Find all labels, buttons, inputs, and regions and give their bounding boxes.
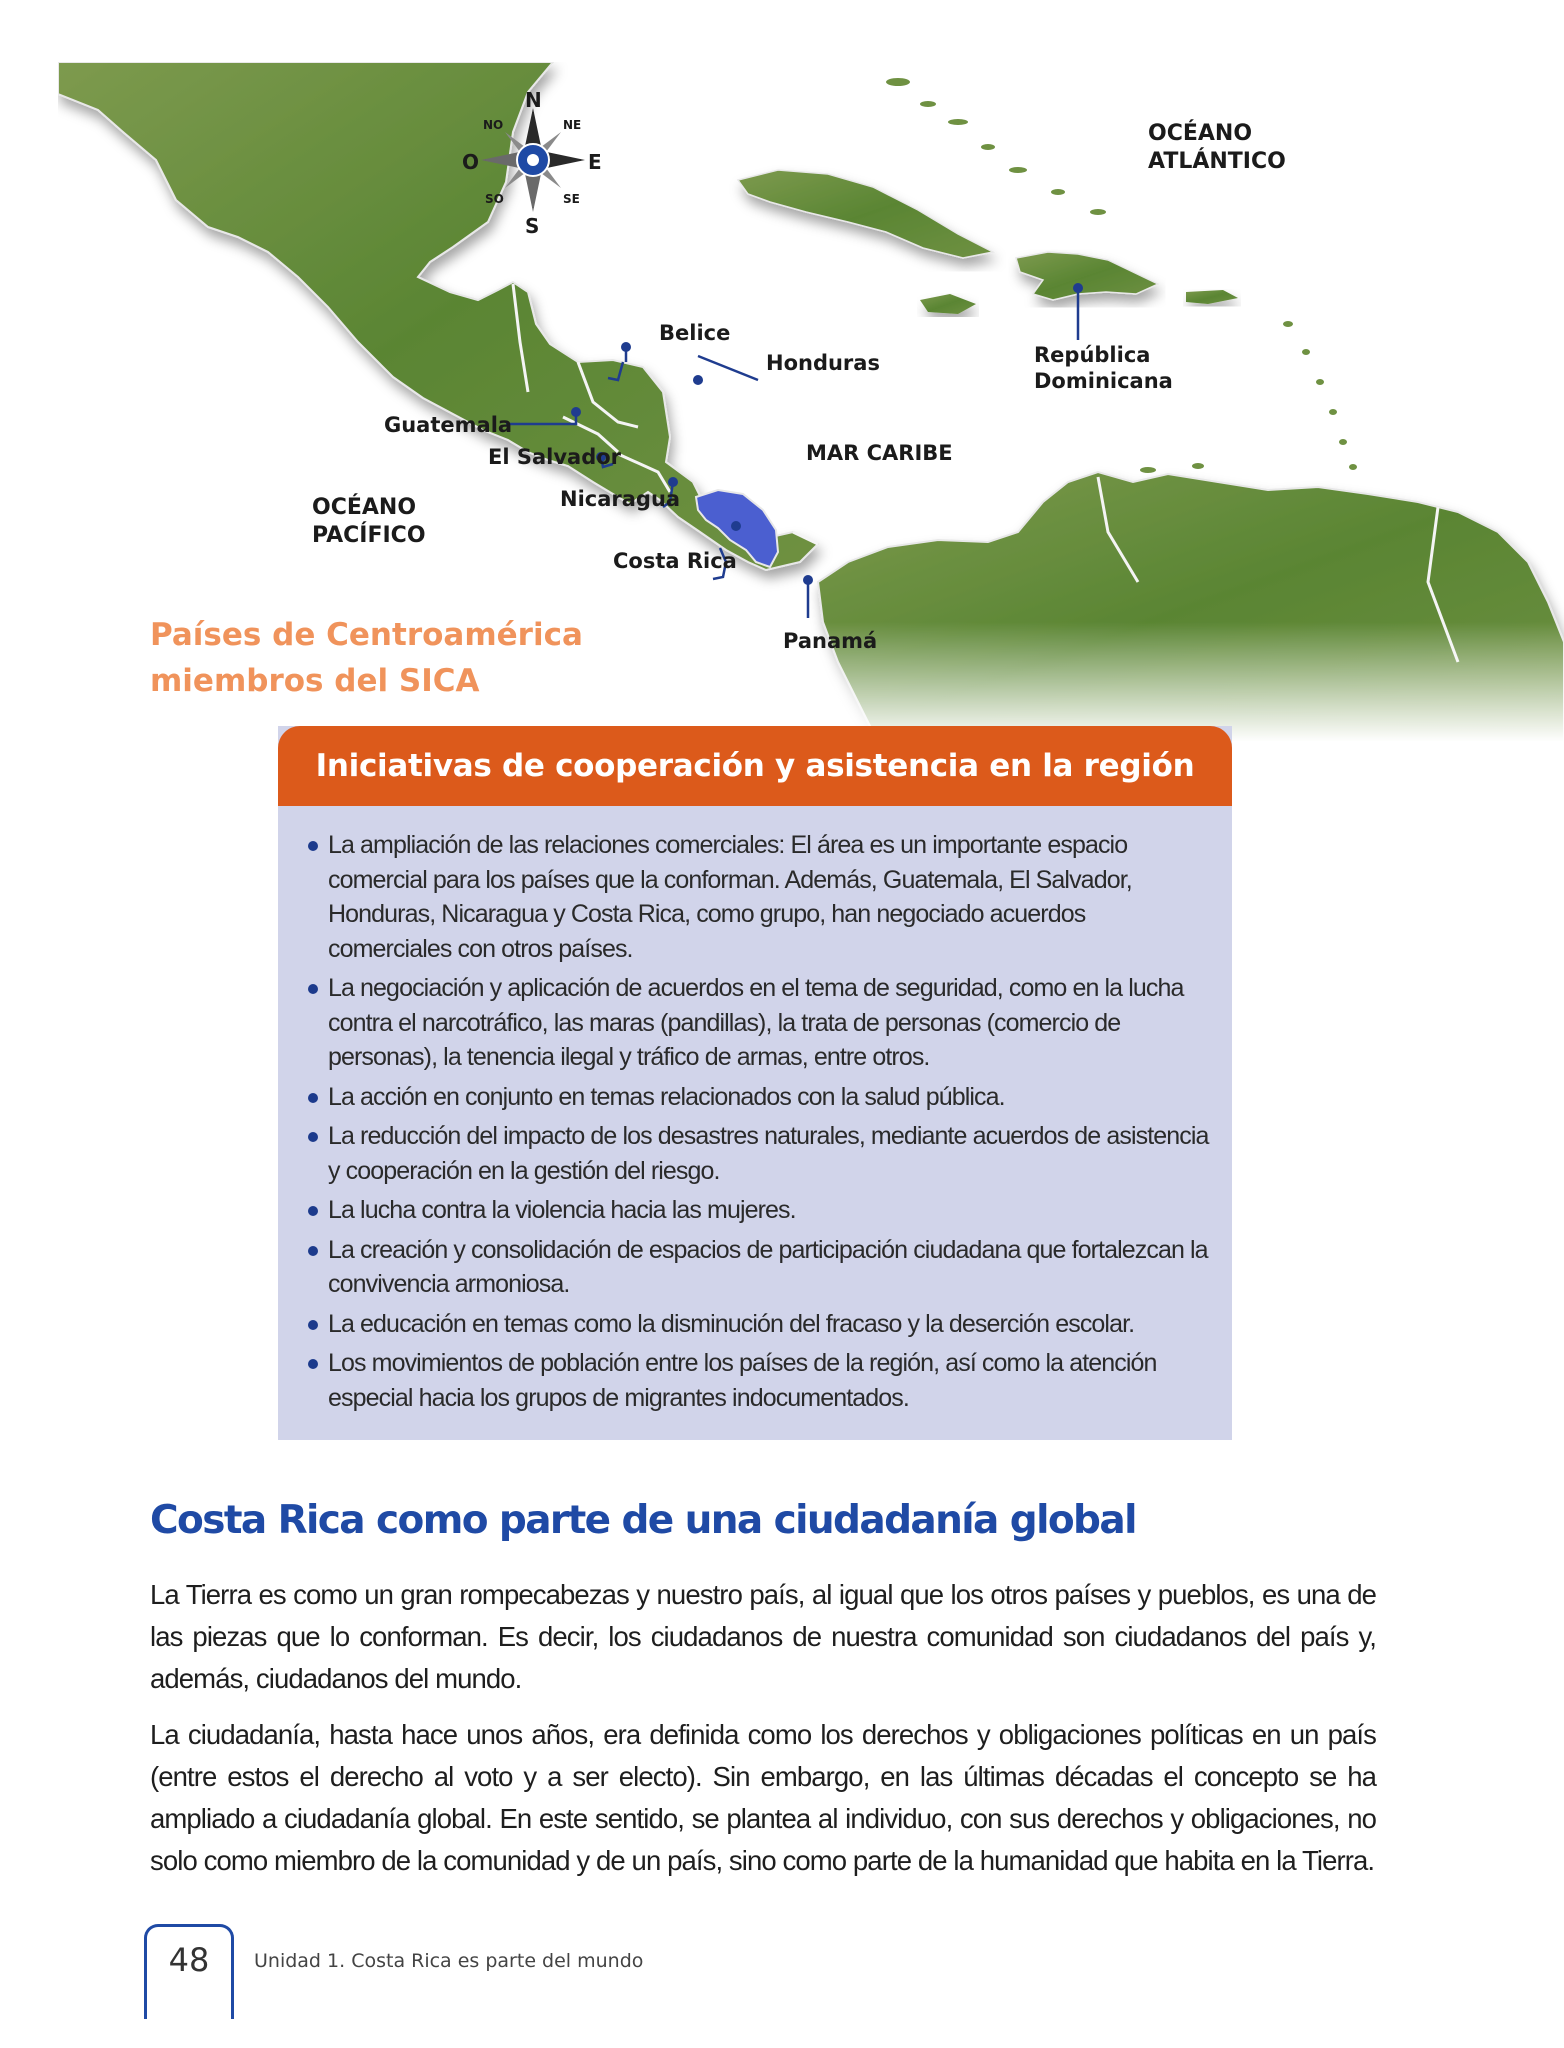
list-item: La reducción del impacto de los desastres naturales, mediante acuerdos de asistencia y cooperación en la gestión del riesgo.	[308, 1119, 1212, 1188]
section-title: Costa Rica como parte de una ciudadanía global	[150, 1498, 1136, 1543]
label-republica-dominicana	[1034, 342, 1173, 395]
land-cuba	[738, 170, 993, 258]
compass-so: SO	[485, 192, 504, 206]
list-item: Los movimientos de población entre los países de la región, así como la atención especial hacia los grupos de migrantes indocumentados.	[308, 1346, 1212, 1415]
compass-e: E	[588, 150, 602, 174]
paragraph-2: La ciudadanía, hasta hace unos años, era definida como los derechos y obligaciones políticas en un país (entre estos el derecho al voto y a ser electo). Sin embargo, en las últimas décadas el concepto se ha ampliado a ciudadanía global. En este sentido, se plantea al individuo, con sus derechos y obligaciones, no solo como miembro de la comunidad y de un país, sino como parte de la humanidad que habita en la Tierra.	[150, 1719, 1376, 1876]
compass-o: O	[462, 150, 480, 174]
footer-unit-title: Unidad 1. Costa Rica es parte del mundo	[254, 1950, 644, 1972]
land-jamaica	[920, 294, 976, 314]
compass-ne: NE	[563, 118, 582, 132]
box-title: Iniciativas de cooperación y asistencia en la región	[278, 726, 1232, 806]
list-item: La acción en conjunto en temas relacionados con la salud pública.	[308, 1080, 1212, 1115]
compass-se: SE	[563, 192, 580, 206]
page-number: 48	[144, 1924, 234, 2019]
list-item: La lucha contra la violencia hacia las mujeres.	[308, 1193, 1212, 1228]
initiatives-list	[278, 806, 1232, 1415]
land-hispaniola	[1016, 252, 1158, 300]
label-honduras: Honduras	[766, 351, 880, 375]
label-oceano-atlantico	[1148, 120, 1286, 175]
label-el-salvador: El Salvador	[488, 445, 622, 469]
land-puerto-rico	[1186, 290, 1238, 304]
label-mar-caribe: MAR CARIBE	[806, 441, 953, 465]
label-guatemala: Guatemala	[384, 413, 513, 437]
map-caption-line1: Países de Centroamérica	[150, 617, 583, 653]
compass-no: NO	[483, 118, 504, 132]
label-belice: Belice	[659, 321, 731, 345]
compass-s: S	[525, 214, 540, 238]
list-item: La negociación y aplicación de acuerdos en el tema de seguridad, como en la lucha contra el narcotráfico, las maras (pandillas), la trata de personas (comercio de personas), la tenencia ilegal y tráfico de armas, entre otros.	[308, 971, 1212, 1075]
paragraph-1: La Tierra es como un gran rompecabezas y nuestro país, al igual que los otros países y pueblos, es una de las piezas que lo conforman. Es decir, los ciudadanos de nuestra comunidad son ciudadanos del país y, además, ciudadanos del mundo.	[150, 1579, 1376, 1694]
list-item: La creación y consolidación de espacios de participación ciudadana que fortalezcan la convivencia armoniosa.	[308, 1233, 1212, 1302]
label-oceano-pacifico-line1: OCÉANO	[312, 495, 417, 520]
label-panama: Panamá	[783, 629, 878, 653]
label-oceano-atlantico-line2: ATLÁNTICO	[1148, 148, 1286, 174]
label-rep-dominicana-line1: República	[1034, 343, 1151, 367]
label-costa-rica: Costa Rica	[613, 549, 737, 573]
label-oceano-atlantico-line1: OCÉANO	[1148, 121, 1253, 146]
list-item: La ampliación de las relaciones comerciales: El área es un importante espacio comercial para los países que la conforman. Además, Guatemala, El Salvador, Honduras, Nicaragua y Costa Rica, como grupo, han negociado acuerdos comerciales con otros países.	[308, 828, 1212, 966]
map-caption-line2: miembros del SICA	[150, 663, 480, 699]
label-rep-dominicana-line2: Dominicana	[1034, 369, 1173, 394]
compass-n: N	[525, 88, 542, 112]
label-oceano-pacifico-line2: PACÍFICO	[312, 522, 426, 548]
list-item: La educación en temas como la disminución del fracaso y la deserción escolar.	[308, 1307, 1212, 1342]
label-oceano-pacifico	[312, 494, 426, 549]
label-nicaragua: Nicaragua	[560, 487, 681, 511]
map-caption	[150, 612, 583, 704]
cooperation-initiatives-box	[278, 726, 1232, 1440]
